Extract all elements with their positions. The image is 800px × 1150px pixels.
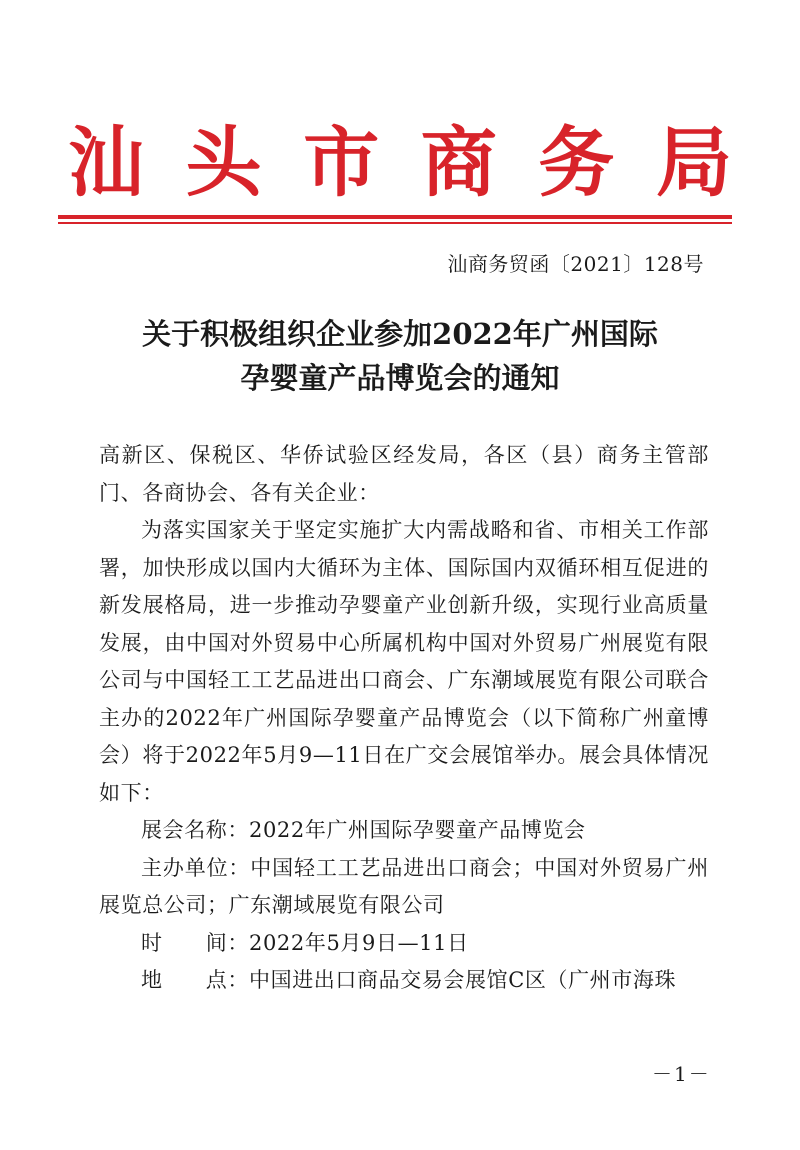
document-title: [0, 312, 800, 400]
masthead-char: 局: [655, 118, 732, 207]
intro-paragraph: 为落实国家关于坚定实施扩大内需战略和省、市相关工作部署，加快形成以国内大循环为主体、国际国内双循环相互促进的新发展格局，进一步推动孕婴童产业创新升级，实现行业高质量发展，由中国对外贸易中心所属机构中国对外贸易广州展览有限公司与中国轻工工艺品进出口商会、广东潮域展览有限公司联合主办的2022年广州国际孕婴童产品博览会（以下简称广州童博会）将于2022年5月9—11日在广交会展馆举办。展会具体情况如下：: [99, 518, 709, 805]
location-line: 地 点：中国进出口商品交易会展馆C区（广州市海珠: [141, 968, 677, 992]
exhibition-name-line: 展会名称：2022年广州国际孕婴童产品博览会: [141, 818, 586, 842]
title-line-2: 孕婴童产品博览会的通知: [240, 361, 560, 395]
masthead-char: 头: [185, 118, 262, 207]
masthead-char: 务: [538, 118, 615, 207]
page-number: －1－: [652, 1062, 711, 1086]
time-line: 时 间：2022年5月9日—11日: [141, 930, 469, 955]
masthead-char: 市: [303, 118, 380, 207]
document-number: 汕商务贸函〔2021〕128号: [447, 252, 704, 276]
document-body: [99, 437, 709, 1000]
recipients-paragraph: 高新区、保税区、华侨试验区经发局，各区（县）商务主管部门、各商协会、各有关企业：: [99, 443, 709, 505]
red-divider-thick: [58, 215, 732, 219]
title-line-1: 关于积极组织企业参加2022年广州国际: [142, 317, 658, 351]
masthead-org-name: [68, 118, 732, 208]
organizers-paragraph: 主办单位：中国轻工工艺品进出口商会；中国对外贸易广州展览总公司；广东潮域展览有限公司: [99, 855, 709, 917]
red-divider-thin: [58, 222, 732, 224]
masthead-char: 汕: [68, 118, 144, 207]
masthead-char: 商: [420, 118, 497, 207]
